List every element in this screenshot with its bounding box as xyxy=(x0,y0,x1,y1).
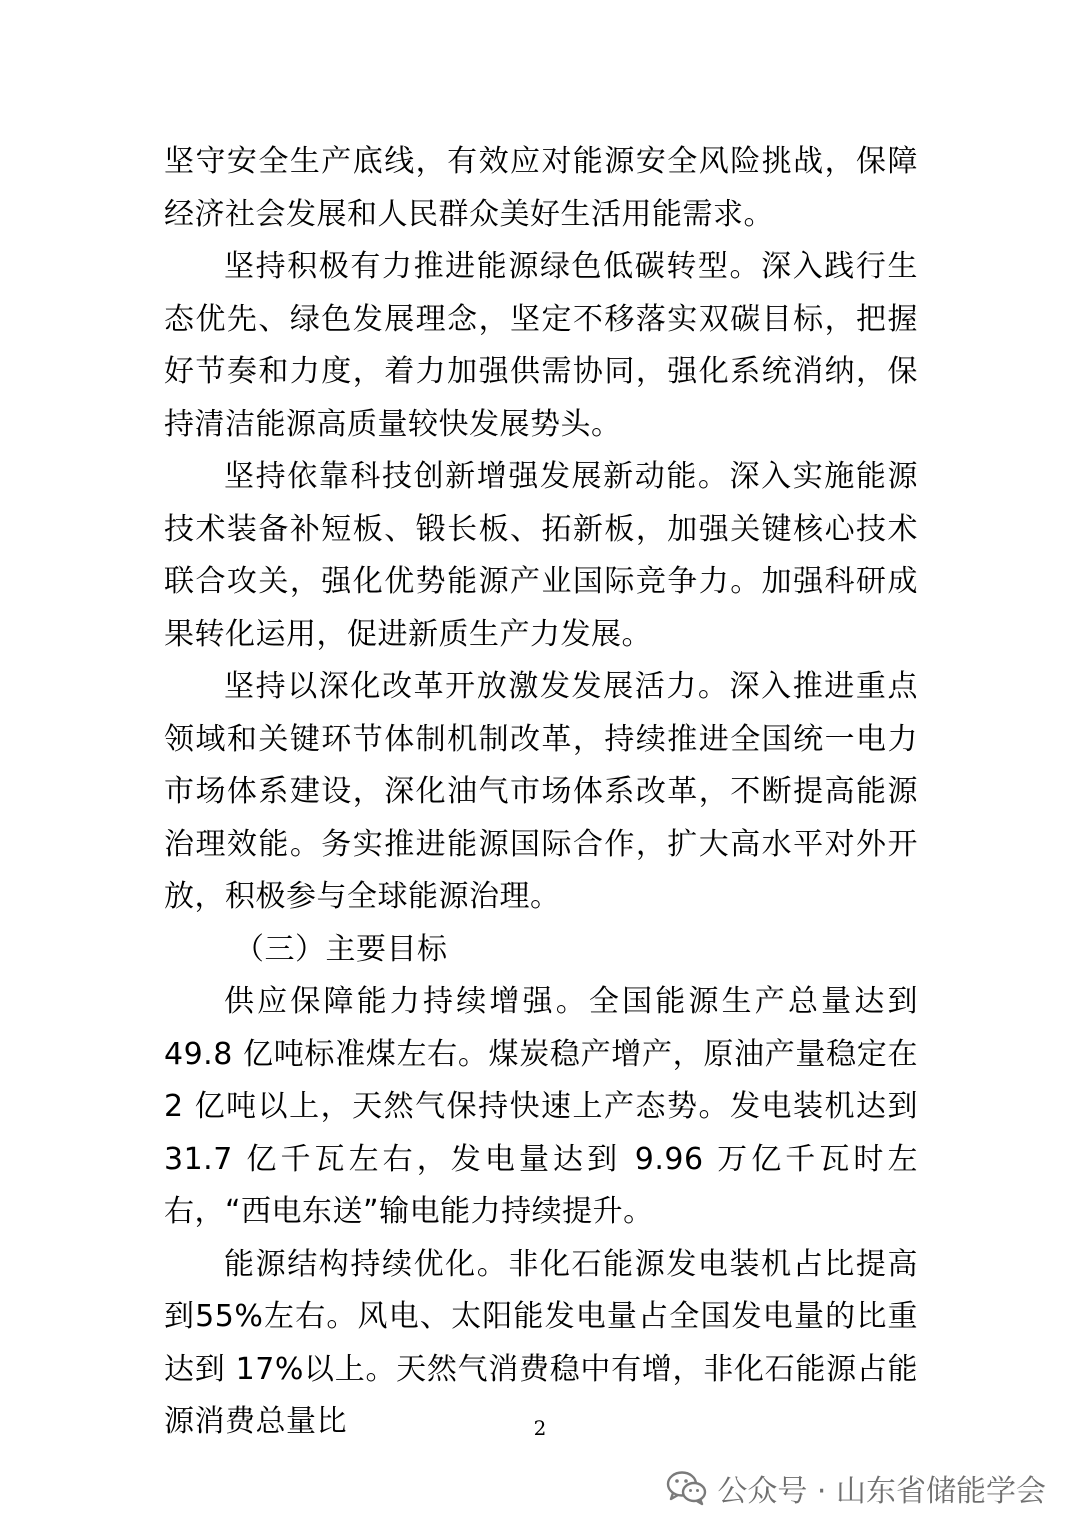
paragraph-2: 坚持积极有力推进能源绿色低碳转型。深入践行生态优先、绿色发展理念，坚定不移落实双碳目标，把握好节奏和力度，着力加强供需协同，强化系统消纳，保持清洁能源高质量较快发展势头。 xyxy=(164,249,918,442)
paragraph-1: 坚守安全生产底线，有效应对能源安全风险挑战，保障经济社会发展和人民群众美好生活用能需求。 xyxy=(164,144,918,232)
watermark xyxy=(665,1466,1046,1510)
document-body xyxy=(164,136,918,1449)
section-heading: （三）主要目标 xyxy=(234,931,448,967)
paragraph-4: 坚持以深化改革开放激发发展活力。深入推进重点领域和关键环节体制机制改革，持续推进全国统一电力市场体系建设，深化油气市场体系改革，不断提高能源治理效能。务实推进能源国际合作，扩大高水平对外开放，积极参与全球能源治理。 xyxy=(164,669,918,914)
paragraph-5: 供应保障能力持续增强。全国能源生产总量达到 49.8 亿吨标准煤左右。煤炭稳产增产，原油产量稳定在 2 亿吨以上，天然气保持快速上产态势。发电装机达到 31.7 亿千瓦左右，发电量达到 9.96 万亿千瓦时左右，“西电东送”输电能力持续提升。 xyxy=(164,984,918,1229)
wechat-icon xyxy=(665,1468,709,1508)
paragraph-3: 坚持依靠科技创新增强发展新动能。深入实施能源技术装备补短板、锻长板、拓新板，加强关键核心技术联合攻关，强化优势能源产业国际竞争力。加强科研成果转化运用，促进新质生产力发展。 xyxy=(164,459,918,652)
watermark-text: 公众号 · 山东省储能学会 xyxy=(717,1474,1046,1509)
paragraph-6: 能源结构持续优化。非化石能源发电装机占比提高到55%左右。风电、太阳能发电量占全国发电量的比重达到 17%以上。天然气消费稳中有增，非化石能源占能源消费总量比 xyxy=(164,1246,918,1439)
page-number: 2 xyxy=(533,1416,547,1440)
